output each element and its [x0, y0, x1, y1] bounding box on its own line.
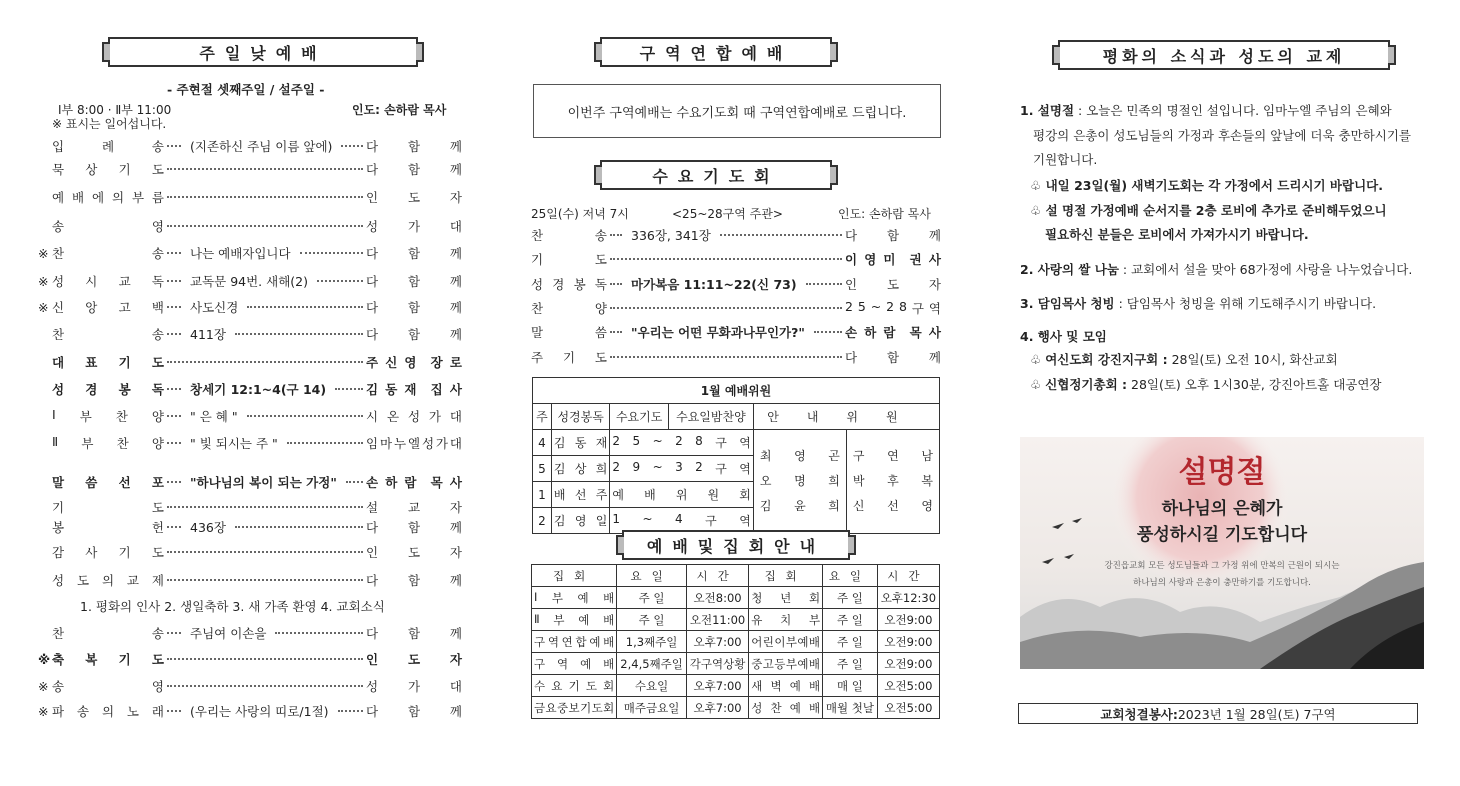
image-small1: 강진읍교회 모든 성도님들과 그 가정 위에 만복의 근원이 되시는: [1104, 561, 1340, 571]
schedule-header: 요일: [617, 565, 687, 587]
news-4-sub2-text: 28일(토) 오후 1시30분, 강진아트홀 대공연장: [1127, 377, 1382, 392]
wed-label: 찬 송: [531, 228, 607, 243]
fellowship-items: 1. 평화의 인사 2. 생일축하 3. 새 가족 환영 4. 교회소식: [80, 599, 385, 614]
committee-week: 5: [533, 456, 552, 482]
schedule-header: 시간: [877, 565, 939, 587]
committee-wed-prayer: 예 배 위 원 회: [610, 482, 753, 508]
order-role: 다 함 께: [366, 162, 462, 177]
order-role: 다 함 께: [366, 520, 462, 535]
schedule-cell: Ⅰ 부 예 배: [532, 587, 617, 609]
committee-header: 수요일밤찬양: [668, 404, 753, 430]
schedule-cell: 수 요 기 도 회: [532, 675, 617, 697]
order-detail: 창세기 12:1~4(구 14): [190, 382, 327, 397]
schedule-cell: 구 역 연 합 예 배: [532, 631, 617, 653]
schedule-cell: 오후7:00: [686, 697, 748, 719]
news-1-text: : 오늘은 민족의 명절인 설입니다. 임마누엘 주님의 은혜와: [1074, 103, 1392, 118]
order-label: 찬 송: [52, 246, 164, 261]
committee-week: 2: [533, 508, 552, 534]
schedule-cell: 2,4,5째주일: [617, 653, 687, 675]
order-detail: 교독문 94번. 새해(2): [190, 274, 308, 289]
order-item: [38, 160, 462, 178]
wed-leader: 인도: 손하람 목사: [838, 207, 931, 221]
schedule-cell: 오후7:00: [686, 631, 748, 653]
order-item: [38, 188, 462, 206]
news-1-line2: 평강의 은총이 성도님들의 가정과 후손들의 앞날에 더욱 충만하시기를: [1033, 128, 1411, 143]
order-role: 성 가 대: [366, 219, 462, 234]
cleaning-label: 교회청결봉사:: [1100, 706, 1178, 722]
committee-header: 수요기도: [610, 404, 669, 430]
committee-reader: 김 영 일: [551, 508, 610, 534]
schedule-cell: 주 일: [823, 631, 878, 653]
schedule-cell: 성 찬 예 배: [749, 697, 823, 719]
schedule-row: [532, 697, 940, 719]
schedule-cell: 오후7:00: [686, 675, 748, 697]
committee-reader: 배 선 주: [551, 482, 610, 508]
order-role: 성 가 대: [366, 679, 462, 694]
news-3-title: 3. 담임목사 청빙: [1020, 296, 1115, 311]
order-item: [38, 702, 462, 720]
standing-mark: ※: [38, 245, 49, 261]
news-1-line3: 기원합니다.: [1033, 152, 1098, 167]
committee-header: 성경봉독: [551, 404, 610, 430]
wed-label: 주 기 도: [531, 350, 607, 365]
order-label: 봉 헌: [52, 520, 164, 535]
order-item: [38, 353, 462, 371]
schedule-row: [532, 675, 940, 697]
schedule-cell: 금 요 중 보 기 도 회: [532, 697, 617, 719]
schedule-row: [532, 653, 940, 675]
news-4-sub1: [1030, 350, 1338, 368]
schedule-header: 요일: [823, 565, 878, 587]
order-item: [38, 498, 462, 516]
schedule-row: [532, 609, 940, 631]
schedule-cell: 구 역 예 배: [532, 653, 617, 675]
order-item: [38, 650, 462, 668]
schedule-cell: 주 일: [823, 587, 878, 609]
order-label: 찬 송: [52, 327, 164, 342]
order-item: [38, 473, 462, 491]
news-1-sub2-text: 설 명절 가정예배 순서지를 2층 로비에 추가로 준비해두었으니: [1045, 203, 1387, 218]
schedule-cell: 주 일: [823, 653, 878, 675]
service-guide-banner: 예배및집회안내: [622, 530, 850, 560]
schedule-cell: Ⅱ 부 예 배: [532, 609, 617, 631]
order-role: 다 함 께: [366, 139, 462, 154]
news-1-title: 1. 설명절: [1020, 103, 1075, 118]
order-role: 인 도 자: [366, 652, 462, 667]
order-detail: 411장: [190, 327, 226, 342]
wed-detail: "우리는 어떤 무화과나무인가?": [631, 325, 805, 340]
standing-mark: ※: [38, 678, 49, 694]
order-role: 설 교 자: [366, 500, 462, 515]
order-detail: 436장: [190, 520, 226, 535]
schedule-cell: 매주금요일: [617, 697, 687, 719]
news-4-sub1-text: 28일(토) 오전 10시, 화산교회: [1167, 352, 1338, 367]
wed-role: 이 영 미 권 사: [845, 252, 941, 267]
order-item: [38, 571, 462, 589]
news-1-sub1-text: 내일 23일(월) 새벽기도회는 각 가정에서 드리시기 바랍니다.: [1045, 178, 1383, 193]
standing-mark: ※: [38, 273, 49, 289]
wed-label: 기 도: [531, 252, 607, 267]
news-2-title: 2. 사랑의 쌀 나눔: [1020, 262, 1119, 277]
schedule-header: 집회: [532, 565, 617, 587]
wed-host: <25~28구역 주관>: [672, 207, 783, 221]
service-schedule-table: [531, 564, 940, 719]
order-role: 인 도 자: [366, 545, 462, 560]
officiant: 인도: 손하람 목사: [352, 103, 447, 117]
schedule-cell: 오전9:00: [877, 631, 939, 653]
sunday-subtitle: - 주현절 셋째주일 / 설주일 -: [167, 82, 325, 97]
news-4-sub1-title: 여신도회 강진지구회 :: [1045, 352, 1168, 367]
wed-detail: 336장, 341장: [631, 228, 711, 243]
order-role: 손 하 람 목 사: [366, 475, 462, 490]
order-role: 다 함 께: [366, 274, 462, 289]
schedule-header: 집회: [749, 565, 823, 587]
order-item: [38, 298, 462, 316]
news-1-sub2: [1030, 201, 1387, 219]
news-4-sub2-title: 신협정기총회 :: [1045, 377, 1128, 392]
district-notice: 이번주 구역예배는 수요기도회 때 구역연합예배로 드립니다.: [533, 84, 941, 138]
schedule-cell: 주 일: [617, 587, 687, 609]
order-label: 묵 상 기 도: [52, 162, 164, 177]
schedule-cell: 주 일: [617, 609, 687, 631]
order-label: 성 경 봉 독: [52, 382, 164, 397]
order-role: 주 신 영 장 로: [366, 355, 462, 370]
wed-date: 25일(수) 저녁 7시: [531, 207, 629, 221]
wed-role: 손 하 람 목 사: [845, 325, 941, 340]
order-item: [38, 325, 462, 343]
order-role: 다 함 께: [366, 573, 462, 588]
committee-week: 4: [533, 430, 552, 456]
committee-reader: 김 동 재: [551, 430, 610, 456]
order-role: 다 함 께: [366, 327, 462, 342]
order-detail: (우리는 사랑의 띠로/1절): [190, 704, 329, 719]
order-label: Ⅰ 부 찬 양: [52, 407, 164, 424]
wed-item: [531, 250, 941, 268]
news-3-text: : 담임목사 청빙을 위해 기도해주시기 바랍니다.: [1114, 296, 1377, 311]
news-1: [1020, 101, 1392, 119]
schedule-cell: 어 린 이 부 예 배: [749, 631, 823, 653]
schedule-cell: 오전5:00: [877, 697, 939, 719]
committee-reader: 김 상 희: [551, 456, 610, 482]
usher-list: 구 연 남 박 후 복 신 선 영: [846, 430, 939, 534]
order-role: 시 온 성 가 대: [366, 409, 462, 424]
news-2-text: : 교회에서 설을 맞아 68가정에 사랑을 나누었습니다.: [1118, 262, 1413, 277]
schedule-cell: 새 벽 예 배: [749, 675, 823, 697]
committee-title: 1월 예배위원: [533, 378, 940, 404]
wed-item: [531, 323, 941, 341]
schedule-cell: 주 일: [823, 609, 878, 631]
order-detail: 주님여 이손을: [190, 626, 267, 641]
wed-label: 찬 양: [531, 301, 607, 316]
image-small2: 하나님의 사랑과 은총이 충만하기를 기도합니다.: [1133, 578, 1311, 588]
order-item: [38, 677, 462, 695]
news-banner: 평화의 소식과 성도의 교제: [1058, 40, 1390, 70]
order-item: [38, 244, 462, 262]
order-role: 임 마 누 엘 성 가 대: [366, 436, 462, 451]
order-item: [38, 407, 462, 425]
news-4-sub2: [1030, 375, 1382, 393]
order-label: 감 사 기 도: [52, 545, 164, 560]
order-role: 다 함 께: [366, 626, 462, 641]
wed-item: [531, 348, 941, 366]
order-item: [38, 217, 462, 235]
schedule-cell: 오전8:00: [686, 587, 748, 609]
news-4-title: 4. 행사 및 모임: [1020, 329, 1107, 344]
image-title: 설명절: [1178, 455, 1266, 490]
wed-item: [531, 299, 941, 317]
order-item: [38, 137, 462, 155]
order-label: 축 복 기 도: [52, 652, 164, 667]
wed-role: 다 함 께: [845, 350, 941, 365]
order-item: [38, 543, 462, 561]
schedule-cell: 각구역상황: [686, 653, 748, 675]
wednesday-prayer-banner: 수요기도회: [600, 160, 832, 190]
order-label: 송 영: [52, 219, 164, 234]
new-year-image: [1020, 437, 1424, 669]
order-label: 성 도 의 교 제: [52, 573, 164, 588]
order-label: 파 송 의 노 래: [52, 704, 164, 719]
worship-committee-table: [532, 377, 940, 534]
service-times: Ⅰ부 8:00 · Ⅱ부 11:00: [58, 103, 172, 117]
sunday-worship-banner: 주일낮예배: [108, 37, 418, 67]
order-label: 송 영: [52, 679, 164, 694]
committee-header: 주: [533, 404, 552, 430]
standing-mark: ※: [38, 299, 49, 315]
order-item: [38, 624, 462, 642]
order-label: 찬 송: [52, 626, 164, 641]
cleaning-duty: [1018, 703, 1418, 724]
cross-icon: ♧: [1030, 203, 1042, 218]
order-detail: " 빛 되시는 주 ": [190, 436, 278, 451]
cross-icon: ♧: [1030, 178, 1042, 193]
order-item: [38, 272, 462, 290]
committee-header: 안내위원: [753, 404, 939, 430]
order-detail: (지존하신 주님 이름 앞에): [190, 139, 333, 154]
schedule-cell: 수요일: [617, 675, 687, 697]
district-worship-banner: 구역연합예배: [600, 37, 832, 67]
order-label: 예 배 에 의 부 름: [52, 190, 164, 205]
order-role: 김 동 재 집 사: [366, 382, 462, 397]
committee-wed-prayer: 1 ~ 4 구 역: [610, 508, 753, 534]
schedule-header: 시간: [686, 565, 748, 587]
news-2: [1020, 260, 1412, 278]
cleaning-text: 2023년 1월 28일(토) 7구역: [1177, 706, 1336, 722]
wed-role: 다 함 께: [845, 228, 941, 243]
order-detail: 사도신경: [190, 300, 239, 315]
schedule-cell: 매월 첫날: [823, 697, 878, 719]
order-item: [38, 380, 462, 398]
order-role: 다 함 께: [366, 300, 462, 315]
order-role: 인 도 자: [366, 190, 462, 205]
committee-week: 1: [533, 482, 552, 508]
standing-mark: ※: [38, 703, 49, 719]
image-line2: 풍성하시길 기도합니다: [1136, 525, 1308, 545]
schedule-row: [532, 631, 940, 653]
order-item: [38, 518, 462, 536]
committee-wed-prayer: 2 9 ~ 3 2 구 역: [610, 456, 753, 482]
order-label: Ⅱ 부 찬 양: [52, 434, 164, 451]
schedule-cell: 오전9:00: [877, 609, 939, 631]
order-label: 성 시 교 독: [52, 274, 164, 289]
schedule-cell: 유 치 부: [749, 609, 823, 631]
order-detail: "하나님의 복이 되는 가정": [190, 475, 337, 490]
schedule-cell: 매 일: [823, 675, 878, 697]
standing-note: ※ 표시는 일어섭니다.: [52, 117, 167, 131]
order-label: 대 표 기 도: [52, 355, 164, 370]
order-label: 말 씀 선 포: [52, 475, 164, 490]
news-1-sub1: [1030, 176, 1383, 194]
news-1-sub2-line2: 필요하신 분들은 로비에서 가져가시기 바랍니다.: [1045, 227, 1309, 242]
wed-item: [531, 275, 941, 293]
order-label: 입 례 송: [52, 139, 164, 154]
usher-list: 최 영 곤 오 명 희 김 윤 희: [753, 430, 846, 534]
committee-row: [533, 430, 940, 456]
news-3: [1020, 294, 1376, 312]
order-item: [38, 434, 462, 452]
schedule-cell: 오전5:00: [877, 675, 939, 697]
schedule-cell: 1,3째주일: [617, 631, 687, 653]
schedule-cell: 오전11:00: [686, 609, 748, 631]
schedule-cell: 중 고 등 부 예 배: [749, 653, 823, 675]
image-line1: 하나님의 은혜가: [1161, 499, 1283, 519]
schedule-cell: 오전9:00: [877, 653, 939, 675]
order-detail: 나는 예배자입니다: [190, 246, 291, 261]
wed-detail: 마가복음 11:11~22(신 73): [631, 277, 797, 292]
cross-icon: ♧: [1030, 352, 1042, 367]
order-role: 다 함 께: [366, 246, 462, 261]
cross-icon: ♧: [1030, 377, 1042, 392]
committee-wed-prayer: 2 5 ~ 2 8 구 역: [610, 430, 753, 456]
wed-role: 2 5 ~ 2 8 구 역: [845, 299, 941, 316]
schedule-cell: 청 년 회: [749, 587, 823, 609]
schedule-row: [532, 587, 940, 609]
standing-mark: ※: [38, 651, 51, 667]
wed-role: 인 도 자: [845, 277, 941, 292]
order-label: 기 도: [52, 500, 164, 515]
order-detail: " 은 혜 ": [190, 409, 238, 424]
wed-label: 성 경 봉 독: [531, 277, 607, 292]
order-label: 신 앙 고 백: [52, 300, 164, 315]
wed-label: 말 씀: [531, 325, 607, 340]
schedule-cell: 오후12:30: [877, 587, 939, 609]
order-role: 다 함 께: [366, 704, 462, 719]
wed-item: [531, 226, 941, 244]
